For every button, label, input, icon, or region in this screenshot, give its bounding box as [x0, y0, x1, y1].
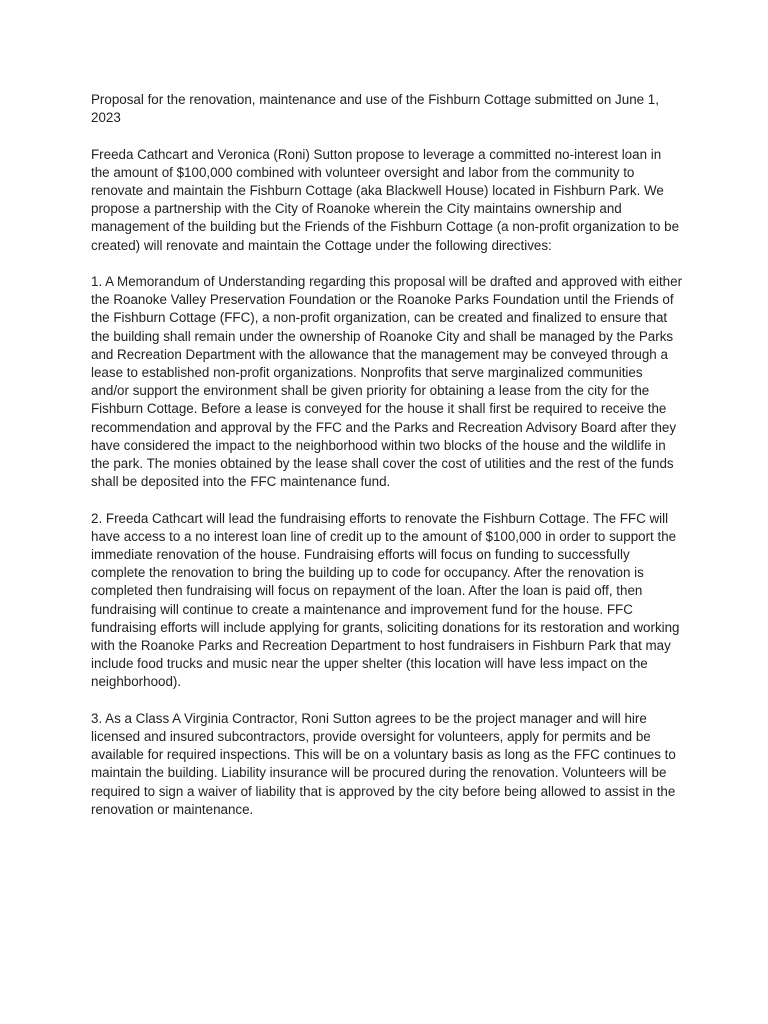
directive-item-1: 1. A Memorandum of Understanding regarding this proposal will be drafted and approved with either the Roanoke Valley Preservation Foundation or the Roanoke Parks Foundation until the Friends of the Fishburn Cottage (FFC), a non-profit organization, can be created and finalized to ensure that the building shall remain under the ownership of Roanoke City and shall be managed by the Parks and Recreation Department with the allowance that the management may be conveyed through a lease to established non-profit organizations. Nonprofits that serve marginalized communities and/or support the environment shall be given priority for obtaining a lease from the city for the Fishburn Cottage. Before a lease is conveyed for the house it shall first be required to receive the recommendation and approval by the FFC and the Parks and Recreation Advisory Board after they have considered the impact to the neighborhood within two blocks of the house and the wildlife in the park. The monies obtained by the lease shall cover the cost of utilities and the rest of the funds shall be deposited into the FFC maintenance fund.	[91, 274, 683, 490]
directive-item-3: 3. As a Class A Virginia Contractor, Roni Sutton agrees to be the project manager and will hire licensed and insured subcontractors, provide oversight for volunteers, apply for permits and be available for required inspections. This will be on a voluntary basis as long as the FFC continues to maintain the building. Liability insurance will be procured during the renovation. Volunteers will be required to sign a waiver of liability that is approved by the city before being allowed to assist in the renovation or maintenance.	[91, 710, 676, 817]
directive-item-2: 2. Freeda Cathcart will lead the fundraising efforts to renovate the Fishburn Cottage. The FFC will have access to a no interest loan line of credit up to the amount of $100,000 in order to support the immediate renovation of the house. Fundraising efforts will focus on funding to successfully complete the renovation to bring the building up to code for occupancy. After the renovation is completed then fundraising will focus on repayment of the loan. After the loan is paid off, then fundraising will continue to create a maintenance and improvement fund for the house. FFC fundraising efforts will include applying for grants, soliciting donations for its restoration and working with the Roanoke Parks and Recreation Department to host fundraisers in Fishburn Park that may include food trucks and music near the upper shelter (this location will have less impact on the neighborhood).	[91, 510, 680, 690]
document-body	[91, 91, 683, 837]
intro-paragraph: Freeda Cathcart and Veronica (Roni) Sutton propose to leverage a committed no-interest loan in the amount of $100,000 combined with volunteer oversight and labor from the community to renovate and maintain the Fishburn Cottage (aka Blackwell House) located in Fishburn Park. We propose a partnership with the City of Roanoke wherein the City maintains ownership and management of the building but the Friends of the Fishburn Cottage (a non-profit organization to be created) will renovate and maintain the Cottage under the following directives:	[91, 146, 680, 253]
document-title: Proposal for the renovation, maintenance and use of the Fishburn Cottage submitted on June 1, 2023	[91, 92, 659, 126]
